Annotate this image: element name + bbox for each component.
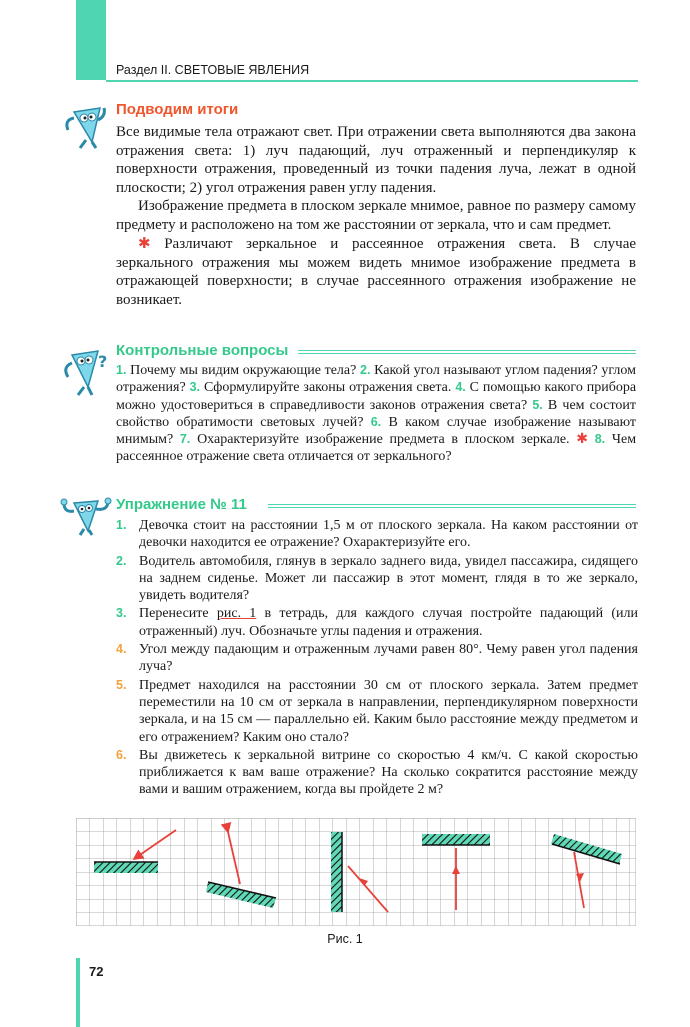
question-number: 4. [455, 380, 466, 395]
summary-paragraph-3: ✱ Различают зеркальное и рассеянное отражения света. В случае зеркального отражения мы можем видеть мнимое изображение предмета в отражающей поверхности; в случае рассеянного отражения изображение не возникает. [116, 234, 637, 308]
question-text: Сформулируйте законы отражения света. [203, 380, 452, 396]
bottom-accent-bar [76, 958, 80, 1027]
question-text: В каком случае изображение называют мнимым? [116, 414, 636, 448]
question-number: 2. [360, 363, 371, 377]
question-text: Почему мы видим окружающие тела? [130, 363, 357, 378]
exercise-heading: Упражнение № 11 [116, 496, 247, 513]
mascot-thinking-icon [60, 98, 110, 150]
question-number: 6. [370, 414, 382, 429]
exercise-item: 3. Перенесите рис. 1 в тетрадь, для каждого случая постройте падающий (или отраженный) луч. Обозначьте углы падения и отражения. [116, 606, 638, 639]
exercise-item: 2. Водитель автомобиля, глянув в зеркало заднего вида, увидел пассажира, сидящего на заднем сиденье. Может ли пассажир в этот момент, глядя в то же зеркало, увидеть водителя? [116, 553, 638, 604]
question-text: Какой угол называют углом падения? углом отражения? [116, 363, 636, 396]
question-text: Охарактеризуйте изображение предмета в плоском зеркале. [197, 432, 570, 448]
question-number: 3. [189, 380, 201, 395]
question-text: Чем рассеянное отражение света отличается от зеркального? [116, 432, 637, 465]
asterisk-icon: ✱ [576, 431, 589, 448]
question-number: 7. [179, 432, 191, 447]
exercise-list [116, 517, 638, 800]
exercise-heading-rule [268, 504, 636, 508]
figure-reference-link[interactable]: рис. 1 [216, 606, 257, 622]
questions-list [116, 362, 636, 466]
question-text: С помощью какого прибора можно удостовериться в справедливости законов отражения света? [116, 380, 637, 413]
question-number: 1. [116, 363, 127, 377]
svg-text:?: ? [98, 352, 108, 371]
summary-heading: Подводим итоги [116, 101, 239, 118]
question-number: 8. [594, 432, 606, 447]
questions-heading: Контрольные вопросы [116, 342, 289, 359]
exercise-item: 4. Угол между падающим и отраженным лучами равен 80°. Чему равен угол падения луча? [116, 642, 638, 675]
mascot-question-icon [60, 345, 112, 397]
exercise-item: 5. Предмет находился на расстоянии 30 см от плоского зеркала. Затем предмет переместили на 10 см от зеркала в направлении, перпендикулярном поверхности зеркала, и на 15 см — параллельно ей. Каким было расстояние между предметом и его отражением? Каким оно стало? [116, 677, 638, 745]
header-rule [106, 80, 638, 82]
questions-heading-rule [298, 350, 636, 354]
question-number: 5. [532, 397, 543, 412]
mascot-strong-icon [58, 497, 114, 537]
top-accent-bar [76, 0, 106, 80]
exercise-item: 6. Вы движетесь к зеркальной витрине со скоростью 4 км/ч. С какой скоростью приближается к вам ваше отражение? На сколько сократится расстояние между вами и вашим отражением, когда вы пройдете 2 м? [116, 747, 638, 798]
exercise-item: 1. Девочка стоит на расстоянии 1,5 м от плоского зеркала. На каком расстоянии от девочки находится ее отражение? Охарактеризуйте его. [116, 518, 638, 551]
summary-paragraph-1: Все видимые тела отражают свет. При отражении света выполняются два закона отражения света: 1) луч падающий, луч отраженный и перпендикуляр к поверхности отражения, проведенный из точки падения луча, лежат в одной плоскости; 2) угол отражения равен углу падения. [116, 124, 636, 196]
reflection-diagram [76, 818, 636, 926]
section-header: Раздел II. СВЕТОВЫЕ ЯВЛЕНИЯ [116, 63, 310, 77]
summary-text [116, 123, 636, 309]
page-number: 72 [89, 964, 104, 979]
question-text: В чем состоит свойство обратимости световых лучей? [116, 397, 636, 430]
summary-paragraph-2: Изображение предмета в плоском зеркале мнимое, равное по размеру самому предмету и расположено на том же расстоянии от зеркала, что и сам предмет. [116, 198, 636, 233]
figure-caption: Рис. 1 [327, 932, 363, 946]
asterisk-icon: ✱ [138, 234, 151, 252]
